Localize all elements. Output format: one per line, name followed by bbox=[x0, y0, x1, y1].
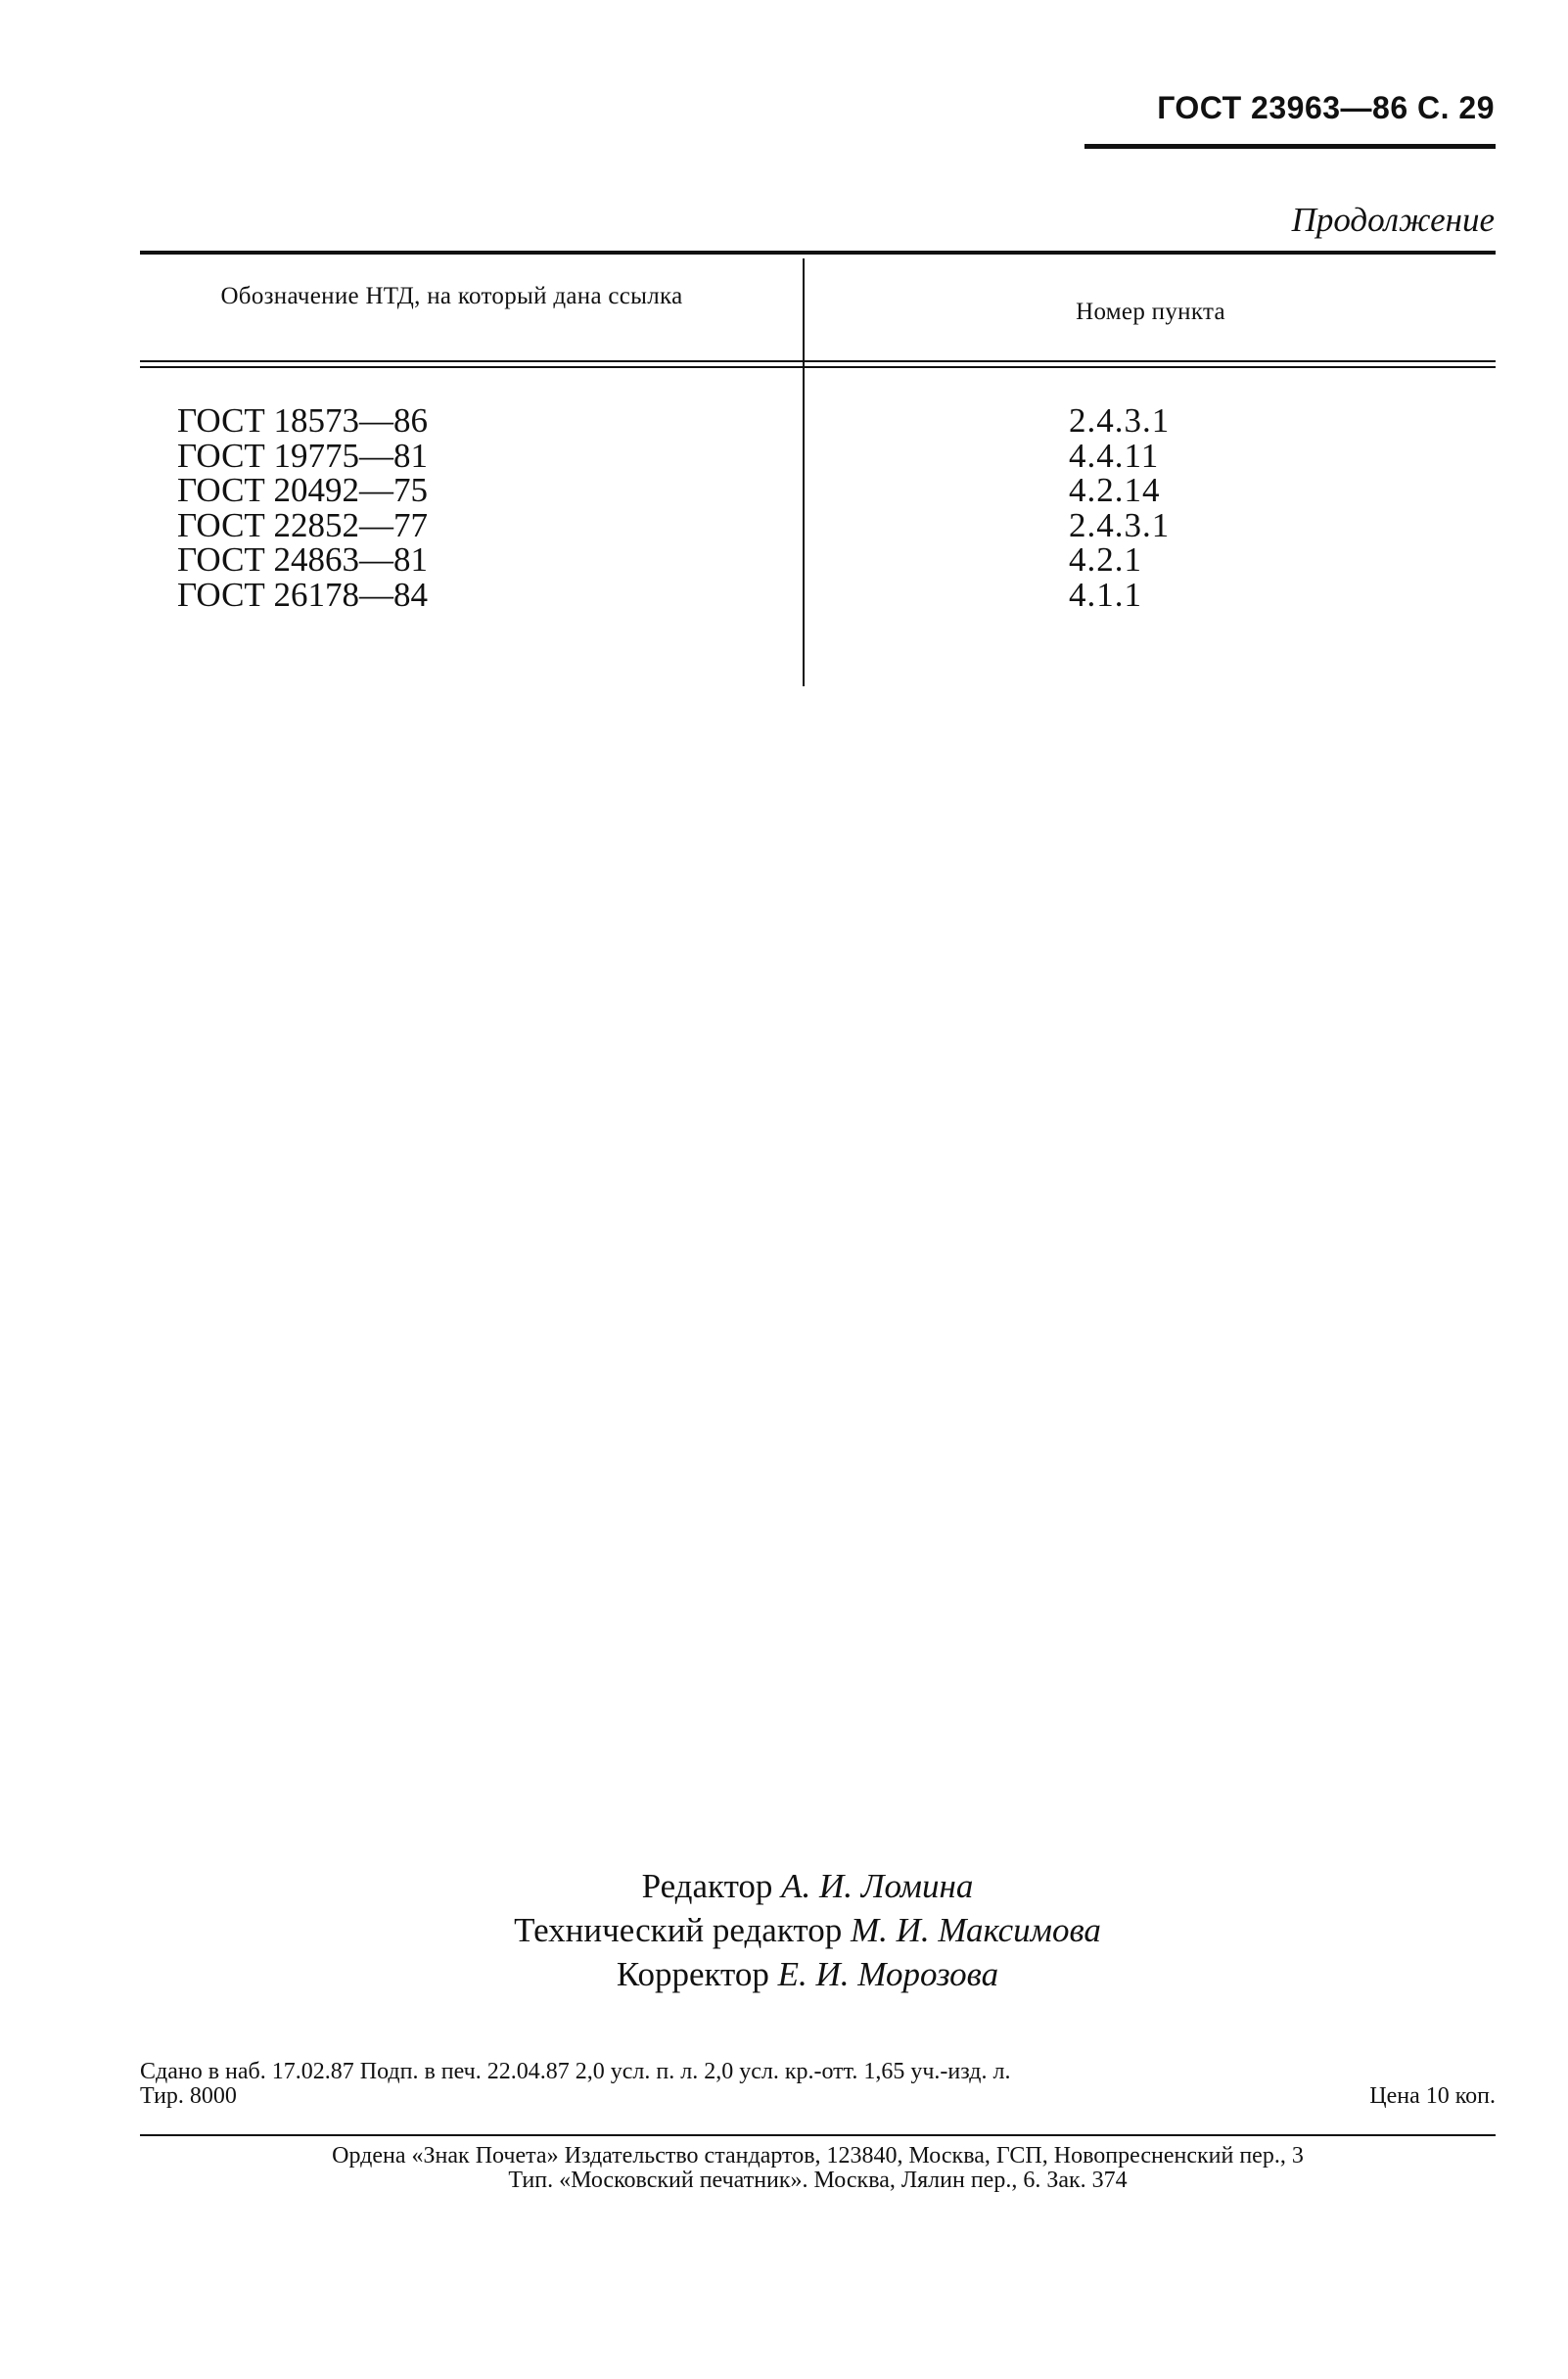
table-row bbox=[177, 403, 1489, 439]
cell-reference: ГОСТ 18573—86 bbox=[177, 401, 429, 440]
credit-name: А. И. Ломина bbox=[781, 1867, 974, 1905]
continuation-label: Продолжение bbox=[1291, 201, 1495, 239]
cell-reference: ГОСТ 19775—81 bbox=[177, 436, 429, 475]
table-row bbox=[177, 575, 1489, 614]
table-body bbox=[177, 403, 1489, 612]
table-row bbox=[177, 542, 1489, 578]
imprint-circulation: Тир. 8000 bbox=[140, 2083, 237, 2109]
cell-reference: ГОСТ 26178—84 bbox=[177, 575, 429, 614]
cell-clause: 4.1.1 bbox=[1069, 575, 1142, 614]
publisher-line-1: Ордена «Знак Почета» Издательство стандартов, 123840, Москва, ГСП, Новопресненский пер., 3 bbox=[332, 2143, 1304, 2169]
cell-reference: ГОСТ 24863—81 bbox=[177, 540, 429, 579]
cell-reference: ГОСТ 22852—77 bbox=[177, 505, 429, 544]
credit-name: Е. И. Морозова bbox=[777, 1955, 999, 1993]
publisher-line-2: Тип. «Московский печатник». Москва, Лялин пер., 6. Зак. 374 bbox=[508, 2168, 1128, 2193]
column-header-clause: Номер пункта bbox=[1076, 299, 1225, 325]
credit-editor bbox=[294, 1864, 1321, 1908]
reference-table bbox=[140, 251, 1496, 686]
imprint-price: Цена 10 коп. bbox=[1369, 2083, 1496, 2109]
cell-clause: 4.2.1 bbox=[1069, 540, 1142, 579]
table-header-rule bbox=[140, 360, 1496, 362]
header-rule bbox=[1084, 144, 1496, 149]
credit-tech-editor bbox=[294, 1908, 1321, 1952]
cell-reference: ГОСТ 20492—75 bbox=[177, 471, 429, 509]
table-top-rule bbox=[140, 251, 1496, 255]
table-row bbox=[177, 505, 1489, 544]
page-header: ГОСТ 23963—86 С. 29 bbox=[1157, 90, 1495, 125]
credit-role: Технический редактор bbox=[514, 1911, 843, 1949]
imprint-line-2 bbox=[140, 2084, 1496, 2109]
cell-clause: 2.4.3.1 bbox=[1069, 505, 1171, 544]
credit-name: М. И. Максимова bbox=[850, 1911, 1101, 1949]
cell-clause: 4.2.14 bbox=[1069, 471, 1161, 509]
cell-clause: 4.4.11 bbox=[1069, 436, 1160, 475]
cell-clause: 2.4.3.1 bbox=[1069, 401, 1171, 440]
credit-role: Редактор bbox=[641, 1867, 773, 1905]
imprint-rule bbox=[140, 2134, 1496, 2136]
table-header-rule-double bbox=[140, 366, 1496, 368]
credit-role: Корректор bbox=[616, 1955, 769, 1993]
column-header-reference: Обозначение НТД, на который дана ссылка bbox=[220, 283, 683, 309]
credit-proofreader bbox=[294, 1952, 1321, 1996]
imprint-line-1: Сдано в наб. 17.02.87 Подп. в печ. 22.04.87 2,0 усл. п. л. 2,0 усл. кр.-отт. 1,65 уч.-изд. л. bbox=[140, 2059, 1011, 2084]
table-row bbox=[177, 436, 1489, 475]
credits-block bbox=[294, 1864, 1321, 1996]
table-row bbox=[177, 473, 1489, 508]
imprint-block bbox=[140, 2060, 1496, 2109]
publisher-block bbox=[140, 2144, 1496, 2193]
